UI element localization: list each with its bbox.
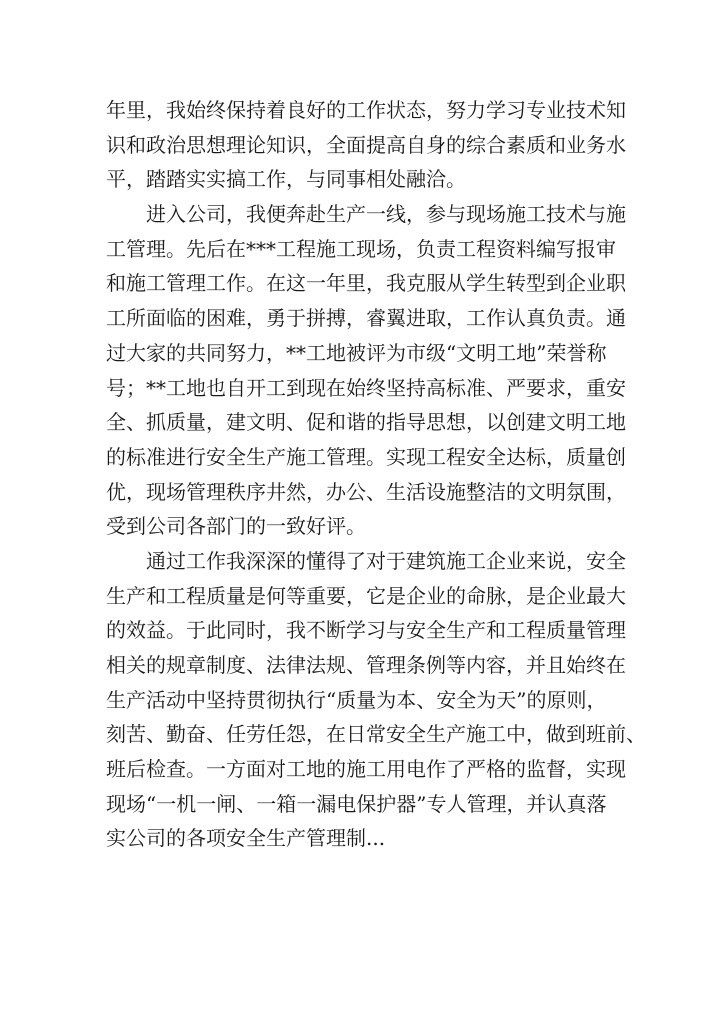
paragraph-line: 工管理。先后在***工程施工现场，负责工程资料编写报审 [106,236,616,261]
paragraph-line: 生产和工程质量是何等重要，它是企业的命脉，是企业最大 [106,583,626,608]
paragraph-line: 生产活动中坚持贯彻执行“质量为本、安全为天”的原则， [106,687,607,712]
paragraph-line: 的效益。于此同时，我不断学习与安全生产和工程质量管理 [106,618,626,643]
paragraph-line: 过大家的共同努力，**工地被评为市级“文明工地”荣誉称 [106,340,607,365]
paragraph-line: 平，踏踏实实搞工作，与同事相处融洽。 [106,167,466,192]
paragraph-line: 优，现场管理秩序井然，办公、生活设施整洁的文明氛围， [106,479,626,504]
paragraph-line: 通过工作我深深的懂得了对于建筑施工企业来说，安全 [146,548,626,573]
paragraph-line: 现场“一机一闸、一箱一漏电保护器”专人管理，并认真落 [106,791,607,816]
paragraph-line: 识和政治思想理论知识，全面提高自身的综合素质和业务水 [106,132,626,157]
paragraph-line: 的标准进行安全生产施工管理。实现工程安全达标，质量创 [106,444,626,469]
paragraph-line: 相关的规章制度、法律法规、管理条例等内容，并且始终在 [106,653,626,677]
paragraph-line: 年里，我始终保持着良好的工作状态，努力学习专业技术知 [106,98,626,122]
paragraph-line: 实公司的各项安全生产管理制... [106,826,386,851]
paragraph-line: 号；**工地也自开工到现在始终坚持高标准、严要求，重安 [106,375,626,400]
paragraph-line: 受到公司各部门的一致好评。 [106,514,366,539]
paragraph-2 [106,197,626,544]
document-body [106,93,646,856]
paragraph-line: 班后检查。一方面对工地的施工用电作了严格的监督，实现 [106,757,626,782]
paragraph-3 [106,544,646,856]
paragraph-line: 和施工管理工作。在这一年里，我克服从学生转型到企业职 [106,271,626,296]
paragraph-line: 工所面临的困难，勇于拼搏，睿翼进取，工作认真负责。通 [106,306,626,331]
paragraph-1 [106,93,626,197]
paragraph-line: 进入公司，我便奔赴生产一线，参与现场施工技术与施 [146,202,626,227]
paragraph-line: 刻苦、勤奋、任劳任怨，在日常安全生产施工中，做到班前、 [106,722,646,747]
paragraph-line: 全、抓质量，建文明、促和谐的指导思想，以创建文明工地 [106,410,626,435]
